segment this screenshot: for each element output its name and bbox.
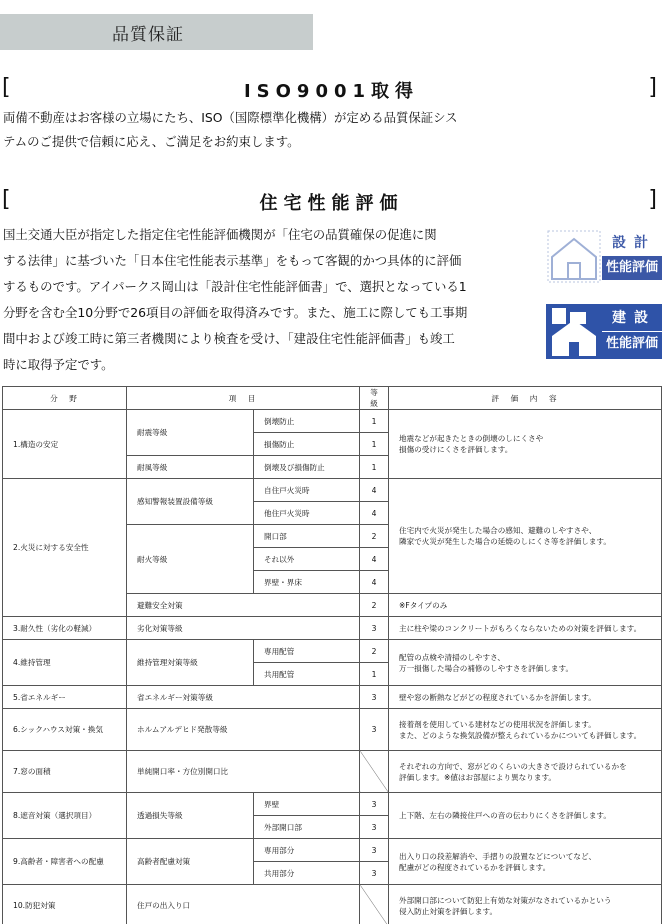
grade-cell: 3: [360, 862, 389, 885]
grade-cell: 1: [360, 433, 389, 456]
table-row: [3, 640, 662, 663]
field-cell: 8.遮音対策（選択項目）: [3, 793, 127, 839]
description-cell: 上下階、左右の隣接住戸への音の伝わりにくさを評価します。: [389, 793, 662, 839]
paragraph-line: する法律」に基づいた「日本住宅性能表示基準」をもって客観的かつ具体的に評価: [3, 253, 462, 268]
item-cell: 単純開口率・方位別開口比: [127, 751, 360, 793]
sub-item-cell: 界壁: [254, 793, 360, 816]
paragraph-line: 間中および竣工時に第三者機関により検査を受け、「建設住宅性能評価書」も竣工: [3, 331, 455, 346]
grade-cell: 4: [360, 479, 389, 502]
table-row: [3, 839, 662, 862]
item-cell: 耐火等級: [127, 525, 254, 594]
description-cell: 配管の点検や清掃のしやすさ、 万一損傷した場合の補修のしやすさを評価します。: [389, 640, 662, 686]
field-cell: 2.火災に対する安全性: [3, 479, 127, 617]
evaluation-table: [2, 386, 662, 924]
column-header: 分 野: [3, 387, 127, 410]
grade-cell: 4: [360, 548, 389, 571]
empty-grade-cell: [360, 885, 389, 924]
description-cell: それぞれの方向で、窓がどのくらいの大きさで設けられているかを 評価します。※値はお部屋により異なります。: [389, 751, 662, 793]
table-row: [3, 709, 662, 751]
column-header: 等級: [360, 387, 389, 410]
sub-item-cell: 共用部分: [254, 862, 360, 885]
paragraph-line: 分野を含む全10分野で26項目の評価を取得済みです。また、施工に際しても工事期: [3, 305, 468, 320]
grade-cell: 3: [360, 709, 389, 751]
house-icon: [546, 304, 602, 359]
sub-item-cell: 界壁・界床: [254, 571, 360, 594]
item-cell: 耐風等級: [127, 456, 254, 479]
house-icon: [546, 229, 602, 284]
grade-cell: 4: [360, 571, 389, 594]
grade-cell: 2: [360, 640, 389, 663]
field-cell: 1.構造の安定: [3, 410, 127, 479]
grade-cell: 2: [360, 525, 389, 548]
paragraph-line: 時に取得予定です。: [3, 357, 114, 372]
iso-paragraph: [3, 106, 458, 154]
sub-item-cell: 自住戸火災時: [254, 479, 360, 502]
sub-item-cell: 倒壊及び損傷防止: [254, 456, 360, 479]
field-cell: 7.窓の面積: [3, 751, 127, 793]
field-cell: 3.耐久性（劣化の軽減）: [3, 617, 127, 640]
grade-cell: 1: [360, 410, 389, 433]
column-header: 評 価 内 容: [389, 387, 662, 410]
sub-item-cell: 損傷防止: [254, 433, 360, 456]
description-cell: 住宅内で火災が発生した場合の感知、避難のしやすさや、 隣家で火災が発生した場合の延焼のしにくさ等を評価します。: [389, 479, 662, 594]
grade-cell: 3: [360, 839, 389, 862]
sub-item-cell: 共用配管: [254, 663, 360, 686]
grade-cell: 4: [360, 502, 389, 525]
item-cell: 省エネルギー対策等級: [127, 686, 360, 709]
section-header-band: [0, 14, 313, 50]
performance-paragraph: [3, 222, 467, 378]
item-cell: 劣化対策等級: [127, 617, 360, 640]
item-cell: 住戸の出入り口: [127, 885, 360, 924]
table-row: [3, 617, 662, 640]
badge-top-text: 建設: [612, 310, 656, 326]
item-cell: 避難安全対策: [127, 594, 360, 617]
table-row: [3, 410, 662, 433]
grade-cell: 1: [360, 663, 389, 686]
sub-item-cell: 他住戸火災時: [254, 502, 360, 525]
grade-cell: 3: [360, 793, 389, 816]
item-cell: 高齢者配慮対策: [127, 839, 254, 885]
column-header: 項 目: [127, 387, 360, 410]
performance-title: 住宅性能評価: [259, 193, 404, 214]
sub-item-cell: それ以外: [254, 548, 360, 571]
description-cell: 地震などが起きたときの倒壊のしにくさや 損傷の受けにくさを評価します。: [389, 410, 662, 479]
description-cell: 外部開口部について防犯上有効な対策がなされているかという 侵入防止対策を評価します。: [389, 885, 662, 924]
page-title: 品質保証: [112, 25, 184, 45]
badge-bottom-text: 性能評価: [602, 256, 662, 280]
item-cell: ホルムアルデヒド発散等級: [127, 709, 360, 751]
grade-cell: 3: [360, 816, 389, 839]
grade-cell: 3: [360, 617, 389, 640]
iso-section-title: [0, 75, 663, 103]
field-cell: 4.維持管理: [3, 640, 127, 686]
grade-cell: 2: [360, 594, 389, 617]
description-cell: 壁や窓の断熱などがどの程度されているかを評価します。: [389, 686, 662, 709]
design-performance-badge: [546, 229, 662, 284]
grade-cell: 1: [360, 456, 389, 479]
table-row: [3, 885, 662, 924]
description-cell: 接着剤を使用している建材などの使用状況を評価します。 また、どのような換気設備が整えられているかについても評価します。: [389, 709, 662, 751]
field-cell: 9.高齢者・障害者への配慮: [3, 839, 127, 885]
table-row: [3, 479, 662, 502]
description-cell: ※Fタイプのみ: [389, 594, 662, 617]
paragraph-line: するものです。アイパークス岡山は「設計住宅性能評価書」で、選択となっている1: [3, 279, 467, 294]
grade-cell: 3: [360, 686, 389, 709]
table-row: [3, 686, 662, 709]
badge-top-text: 設計: [612, 235, 656, 251]
field-cell: 5.省エネルギー: [3, 686, 127, 709]
field-cell: 6.シックハウス対策・換気: [3, 709, 127, 751]
left-bracket: [: [2, 75, 11, 100]
sub-item-cell: 専用配管: [254, 640, 360, 663]
right-bracket: ]: [648, 75, 657, 100]
paragraph-line: 両備不動産はお客様の立場にたち、ISO（国際標準化機構）が定める品質保証シス: [3, 110, 458, 125]
right-bracket: ]: [648, 187, 657, 212]
table-row: [3, 793, 662, 816]
construction-performance-badge: [546, 304, 662, 359]
badge-bottom-text: 性能評価: [602, 331, 662, 355]
sub-item-cell: 倒壊防止: [254, 410, 360, 433]
sub-item-cell: 開口部: [254, 525, 360, 548]
paragraph-line: テムのご提供で信頼に応え、ご満足をお約束します。: [3, 134, 300, 149]
left-bracket: [: [2, 187, 11, 212]
description-cell: 主に柱や梁のコンクリートがもろくならないための対策を評価します。: [389, 617, 662, 640]
field-cell: 10.防犯対策: [3, 885, 127, 924]
item-cell: 透過損失等級: [127, 793, 254, 839]
performance-section-title: [0, 187, 663, 215]
sub-item-cell: 外部開口部: [254, 816, 360, 839]
sub-item-cell: 専用部分: [254, 839, 360, 862]
description-cell: 出入り口の段差解消や、手摺りの設置などについてなど、 配慮がどの程度されているかを評価します。: [389, 839, 662, 885]
table-row: [3, 751, 662, 793]
paragraph-line: 国土交通大臣が指定した指定住宅性能評価機関が「住宅の品質確保の促進に関: [3, 227, 437, 242]
table-header-row: [3, 387, 662, 410]
item-cell: 維持管理対策等級: [127, 640, 254, 686]
iso-title: ISO9001取得: [243, 81, 420, 102]
empty-grade-cell: [360, 751, 389, 793]
item-cell: 耐震等級: [127, 410, 254, 456]
item-cell: 感知警報装置設備等級: [127, 479, 254, 525]
